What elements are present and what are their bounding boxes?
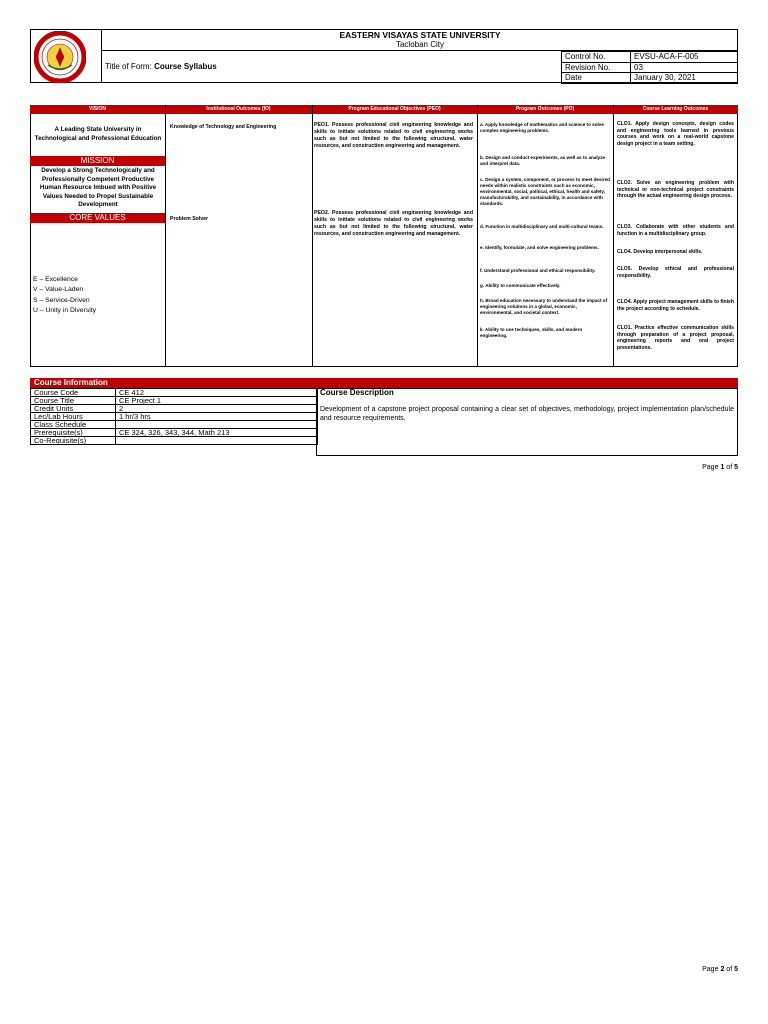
page-current: 1 xyxy=(720,464,725,471)
peo-item: PEO1. Possess professional civil engineering knowledge and skills to initiate solutions related to civil engineering works such as but not limited to the following structural, water resources, and construction engineering and management. xyxy=(314,122,473,149)
clo-item: CLO3. Collaborate with other students and function in a multidisciplinary group. xyxy=(617,224,734,237)
peo-item: PEO2. Possess professional civil engineering knowledge and skills to initiate solutions related to civil engineering works such as but not limited to the following structural, water resources, and construction engineering and management. xyxy=(314,210,473,237)
clo-item: CLO4. Apply project management skills to finish the project according to schedule. xyxy=(617,299,734,312)
university-seal-logo xyxy=(34,31,86,83)
course-code-label: Course Code xyxy=(31,389,116,397)
clo-item: CLO1. Practice effective communication skills through preparation of a project proposal, engineering reports and oral project presentations. xyxy=(617,325,734,351)
control-info-table xyxy=(561,51,738,84)
clo-item: CLO1. Apply design concepts, design codes and engineering tools learned in previous courses and work on a real-world capstone design project in a team setting. xyxy=(617,121,734,147)
date-value: January 30, 2021 xyxy=(631,73,738,84)
core-value-item: V – Value-Laden xyxy=(33,286,84,294)
prerequisites-value: CE 324, 326, 343, 344, Math 213 xyxy=(116,429,318,437)
form-title-value: Course Syllabus xyxy=(154,62,217,71)
course-title-value: CE Project 1 xyxy=(116,397,318,405)
clo-item: CLO2. Solve an engineering problem with technical or non-technical project constraints through the actual engineering design process. xyxy=(617,180,734,200)
page-number xyxy=(702,464,738,471)
table-row xyxy=(31,397,318,405)
po-item: f. Understand professional and ethical responsibility. xyxy=(480,268,596,273)
po-item: c. Design a system, component, or process to meet desired needs within realistic constraints such as economic, environmental, social, political, ethical, health and safety, manufacturability, and sustainability, in accordance with standards. xyxy=(480,177,610,207)
control-value: EVSU-ACA-F-005 xyxy=(631,52,738,63)
mission-statement: Develop a Strong Technologically and Professionally Competent Productive Human Resource Imbued with Positive Values Needed to Propel Sustainable Development xyxy=(39,167,157,209)
form-title-label: Title of Form: xyxy=(105,62,152,71)
col-header-po: Program Outcomes (PO) xyxy=(515,106,575,112)
column-divider xyxy=(477,105,478,367)
po-item: a. Apply knowledge of mathematics and science to solve complex engineering problems. xyxy=(480,122,604,134)
control-label: Control No. xyxy=(562,52,631,63)
core-value-item: E – Excellence xyxy=(33,276,78,283)
column-divider xyxy=(165,105,166,367)
po-item: g. Ability to communicate effectively. xyxy=(480,283,561,288)
clo-item: CLO4. Develop interpersonal skills. xyxy=(617,249,703,255)
po-item: e. Identify, formulate, and solve engineering problems. xyxy=(480,245,599,250)
revision-row xyxy=(562,62,738,73)
po-item: k. Ability to use techniques, skills, and modern engineering. xyxy=(480,327,583,339)
page-number xyxy=(702,966,738,973)
revision-label: Revision No. xyxy=(562,62,631,73)
page-current: 2 xyxy=(720,966,725,973)
course-info-header: Course Information xyxy=(30,378,738,388)
course-description-text: Development of a capstone project proposal containing a clear set of objectives, methodology, project implementation plan/schedule and resource requirements. xyxy=(320,406,734,422)
date-label: Date xyxy=(562,73,631,84)
col-header-vision: VISION xyxy=(89,106,106,112)
vision-statement: A Leading State University in Technological and Professional Education xyxy=(34,126,162,142)
po-item: b. Design and conduct experiments, as well as to analyze and interpret data. xyxy=(480,155,606,167)
course-info-table xyxy=(30,388,318,445)
core-value-item: S – Service-Driven xyxy=(33,296,90,304)
lec-lab-hours-value: 1 hr/3 hrs xyxy=(116,413,318,421)
course-description-title: Course Description xyxy=(320,388,394,397)
page-prefix: Page xyxy=(702,966,719,973)
column-divider xyxy=(312,105,313,367)
university-city: Tacloban City xyxy=(395,40,445,49)
col-header-io: Institutional Outcomes (IO) xyxy=(206,106,271,112)
clo-item: CLO5. Develop ethical and professional responsibility. xyxy=(617,266,734,279)
page-total: 5 xyxy=(734,966,738,973)
outcomes-header-bar xyxy=(30,105,738,114)
page-prefix: Page xyxy=(702,464,719,471)
mission-band: MISSION xyxy=(30,156,165,166)
lec-lab-hours-label: Lec/Lab Hours xyxy=(31,413,116,421)
core-values-list xyxy=(33,275,96,316)
revision-value: 03 xyxy=(631,62,738,73)
col-header-peo: Program Educational Objectives (PEO) xyxy=(348,106,441,112)
date-row xyxy=(562,73,738,84)
core-value-item: U – Unity in Diversity xyxy=(33,306,97,314)
col-header-clo: Course Learning Outcomes xyxy=(642,106,709,112)
university-name: EASTERN VISAYAS STATE UNIVERSITY xyxy=(339,30,501,40)
page-total: 5 xyxy=(734,464,738,471)
column-divider xyxy=(613,105,614,367)
io-item: Problem Solver xyxy=(170,216,209,222)
io-item: Knowledge of Technology and Engineering xyxy=(170,124,277,130)
corequisites-label: Co-Requisite(s) xyxy=(31,437,116,445)
po-item: h. Broad education necessary to understand the impact of engineering solutions in a global, economic, environmental, and societal context. xyxy=(480,298,608,316)
course-code-value: CE 412 xyxy=(116,389,318,397)
page-of: of xyxy=(726,966,733,973)
po-item: d. Function in multidisciplinary and multi-cultural teams. xyxy=(480,224,604,229)
credit-units-label: Credit Units xyxy=(31,405,116,413)
course-title-label: Course Title xyxy=(31,397,116,405)
corequisites-value xyxy=(116,437,318,445)
control-row xyxy=(562,52,738,63)
credit-units-value: 2 xyxy=(116,405,318,413)
page-of: of xyxy=(726,464,733,471)
core-values-band: CORE VALUES xyxy=(30,213,165,223)
table-row xyxy=(31,437,318,445)
prerequisites-label: Prerequisite(s) xyxy=(31,429,116,437)
class-schedule-label: Class Schedule xyxy=(31,421,116,429)
form-title xyxy=(105,62,217,71)
